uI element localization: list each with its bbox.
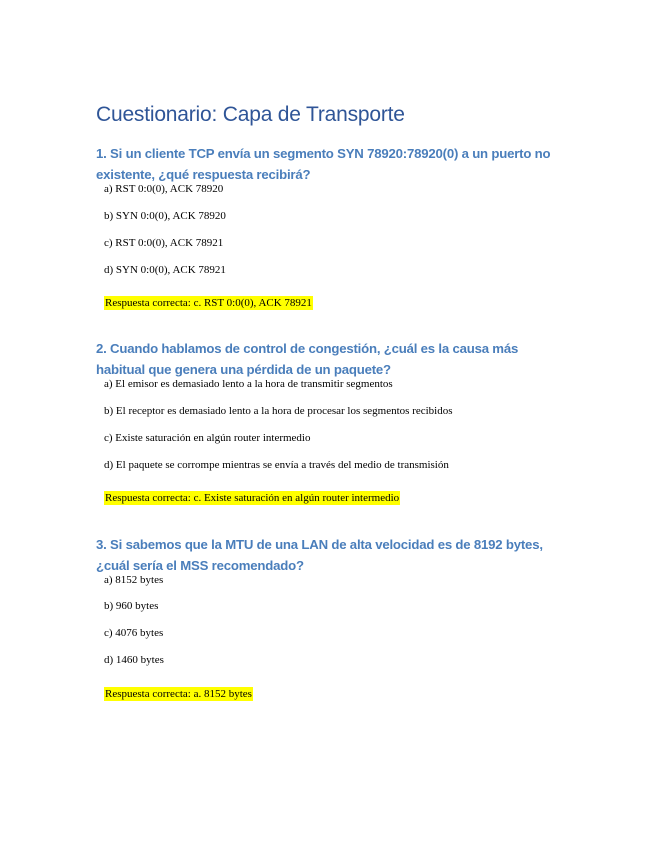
question-2-option-a: a) El emisor es demasiado lento a la hora de transmitir segmentos bbox=[104, 378, 393, 390]
question-2-answer: Respuesta correcta: c. Existe saturación en algún router intermedio bbox=[105, 492, 400, 504]
question-1-option-a: a) RST 0:0(0), ACK 78920 bbox=[104, 183, 224, 195]
question-2-option-c: c) Existe saturación en algún router intermedio bbox=[104, 432, 311, 444]
question-1-answer: Respuesta correcta: c. RST 0:0(0), ACK 78921 bbox=[105, 297, 312, 309]
question-3-option-a: a) 8152 bytes bbox=[104, 574, 164, 586]
question-3-answer: Respuesta correcta: a. 8152 bytes bbox=[105, 688, 252, 700]
question-3-option-d: d) 1460 bytes bbox=[104, 654, 164, 666]
question-1-prompt: 1. Si un cliente TCP envía un segmento SYN 78920:78920(0) a un puerto no existente, ¿qué respuesta recibirá? bbox=[96, 146, 551, 182]
question-3-option-c: c) 4076 bytes bbox=[104, 627, 164, 639]
question-1-option-d: d) SYN 0:0(0), ACK 78921 bbox=[104, 264, 226, 276]
question-3-option-b: b) 960 bytes bbox=[104, 600, 159, 612]
question-2-prompt: 2. Cuando hablamos de control de congestión, ¿cuál es la causa más habitual que genera una pérdida de un paquete? bbox=[96, 341, 519, 377]
question-1-option-b: b) SYN 0:0(0), ACK 78920 bbox=[104, 210, 226, 222]
page-title: Cuestionario: Capa de Transporte bbox=[96, 103, 405, 126]
question-1-option-c: c) RST 0:0(0), ACK 78921 bbox=[104, 237, 224, 249]
question-2-option-b: b) El receptor es demasiado lento a la hora de procesar los segmentos recibidos bbox=[104, 405, 453, 417]
question-3-prompt: 3. Si sabemos que la MTU de una LAN de alta velocidad es de 8192 bytes, ¿cuál sería el MSS recomendado? bbox=[96, 537, 543, 573]
question-2-option-d: d) El paquete se corrompe mientras se envía a través del medio de transmisión bbox=[104, 459, 449, 471]
